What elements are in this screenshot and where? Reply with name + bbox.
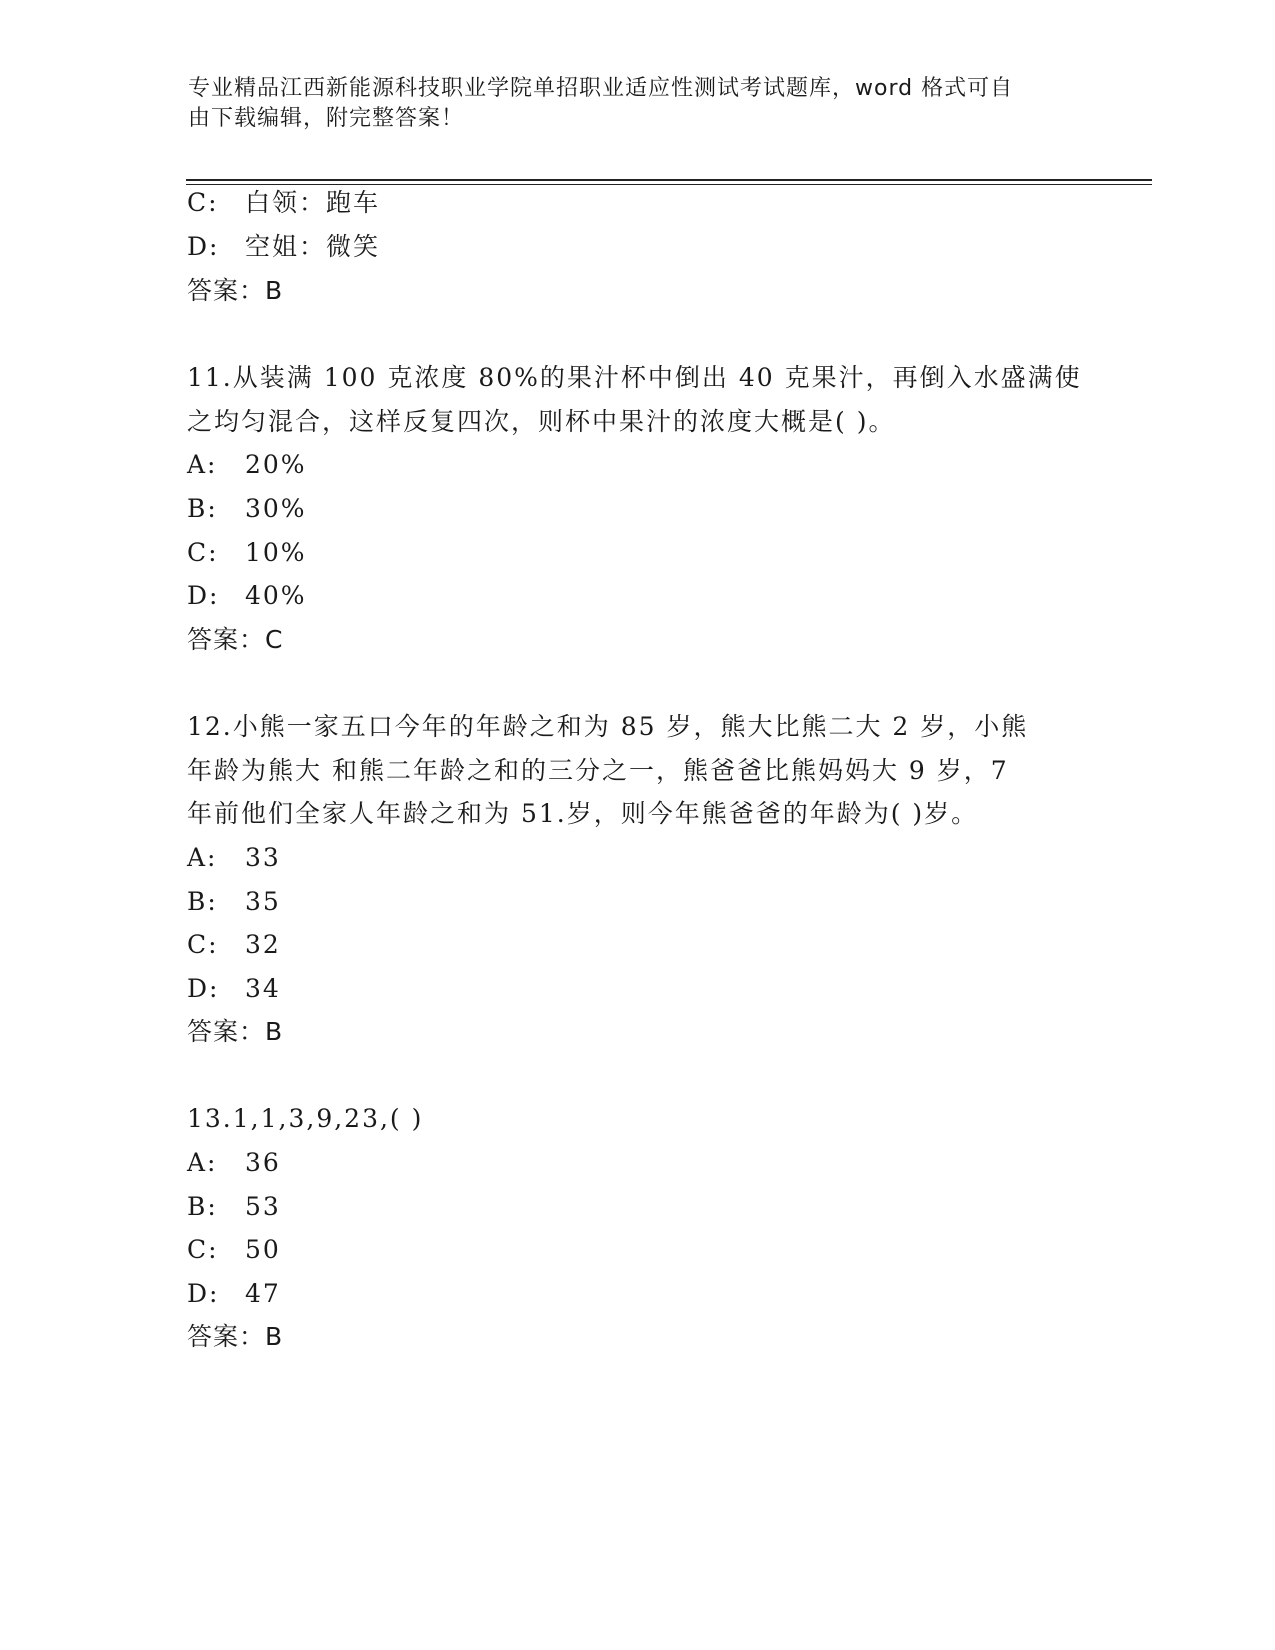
option-text: 35 bbox=[245, 887, 281, 916]
question-text-line: 12.小熊一家五口今年的年龄之和为 85 岁，熊大比熊二大 2 岁，小熊 bbox=[187, 712, 1029, 741]
option-text: 20% bbox=[245, 450, 307, 479]
option-d bbox=[187, 1279, 281, 1309]
option-text: 30% bbox=[245, 494, 307, 523]
option-text: 53 bbox=[245, 1192, 281, 1221]
option-letter: D: bbox=[187, 232, 220, 261]
question-text-line: 之均匀混合，这样反复四次，则杯中果汁的浓度大概是( )。 bbox=[187, 407, 896, 436]
option-a bbox=[187, 1148, 281, 1178]
option-d bbox=[187, 581, 307, 611]
option-letter: D: bbox=[187, 581, 220, 610]
option-letter: D: bbox=[187, 974, 220, 1003]
option-letter: C: bbox=[187, 930, 219, 959]
question-text-line: 年前他们全家人年龄之和为 51.岁，则今年熊爸爸的年龄为( )岁。 bbox=[187, 799, 979, 828]
header-rule-thin bbox=[186, 184, 1152, 185]
option-d bbox=[187, 232, 380, 262]
option-text: 10% bbox=[245, 538, 307, 567]
option-text: 空姐：微笑 bbox=[245, 232, 381, 261]
option-b bbox=[187, 887, 281, 917]
option-a bbox=[187, 843, 281, 873]
answer-line: 答案：B bbox=[187, 1322, 284, 1351]
option-letter: A: bbox=[187, 450, 218, 479]
question-text-line: 11.从装满 100 克浓度 80%的果汁杯中倒出 40 克果汁，再倒入水盛满使 bbox=[187, 363, 1082, 392]
answer-line: 答案：C bbox=[187, 625, 284, 654]
question-text-line: 13.1,1,3,9,23,( ) bbox=[187, 1104, 424, 1133]
option-text: 34 bbox=[245, 974, 281, 1003]
option-c bbox=[187, 930, 281, 960]
option-text: 白领：跑车 bbox=[245, 188, 381, 217]
header-line-2: 由下载编辑，附完整答案！ bbox=[188, 106, 465, 131]
question-text-line: 年龄为熊大 和熊二年龄之和的三分之一，熊爸爸比熊妈妈大 9 岁，7 bbox=[187, 756, 1009, 785]
option-text: 33 bbox=[245, 843, 281, 872]
option-letter: D: bbox=[187, 1279, 220, 1308]
option-c bbox=[187, 1235, 281, 1265]
answer-line: 答案：B bbox=[187, 276, 284, 305]
option-c bbox=[187, 538, 307, 568]
option-text: 47 bbox=[245, 1279, 281, 1308]
option-b bbox=[187, 1192, 281, 1222]
option-b bbox=[187, 494, 307, 524]
option-c bbox=[187, 188, 380, 218]
option-letter: B: bbox=[187, 1192, 218, 1221]
option-letter: A: bbox=[187, 1148, 218, 1177]
option-letter: A: bbox=[187, 843, 218, 872]
header-rule-thick bbox=[186, 179, 1152, 181]
document-header bbox=[188, 74, 1068, 134]
option-text: 36 bbox=[245, 1148, 281, 1177]
option-letter: B: bbox=[187, 887, 218, 916]
option-text: 32 bbox=[245, 930, 281, 959]
option-letter: C: bbox=[187, 538, 219, 567]
option-a bbox=[187, 450, 307, 480]
option-d bbox=[187, 974, 281, 1004]
answer-line: 答案：B bbox=[187, 1017, 284, 1046]
header-line-1: 专业精品江西新能源科技职业学院单招职业适应性测试考试题库，word 格式可自 bbox=[188, 76, 1014, 101]
option-letter: C: bbox=[187, 1235, 219, 1264]
option-letter: C: bbox=[187, 188, 219, 217]
option-text: 50 bbox=[245, 1235, 281, 1264]
option-text: 40% bbox=[245, 581, 307, 610]
option-letter: B: bbox=[187, 494, 218, 523]
